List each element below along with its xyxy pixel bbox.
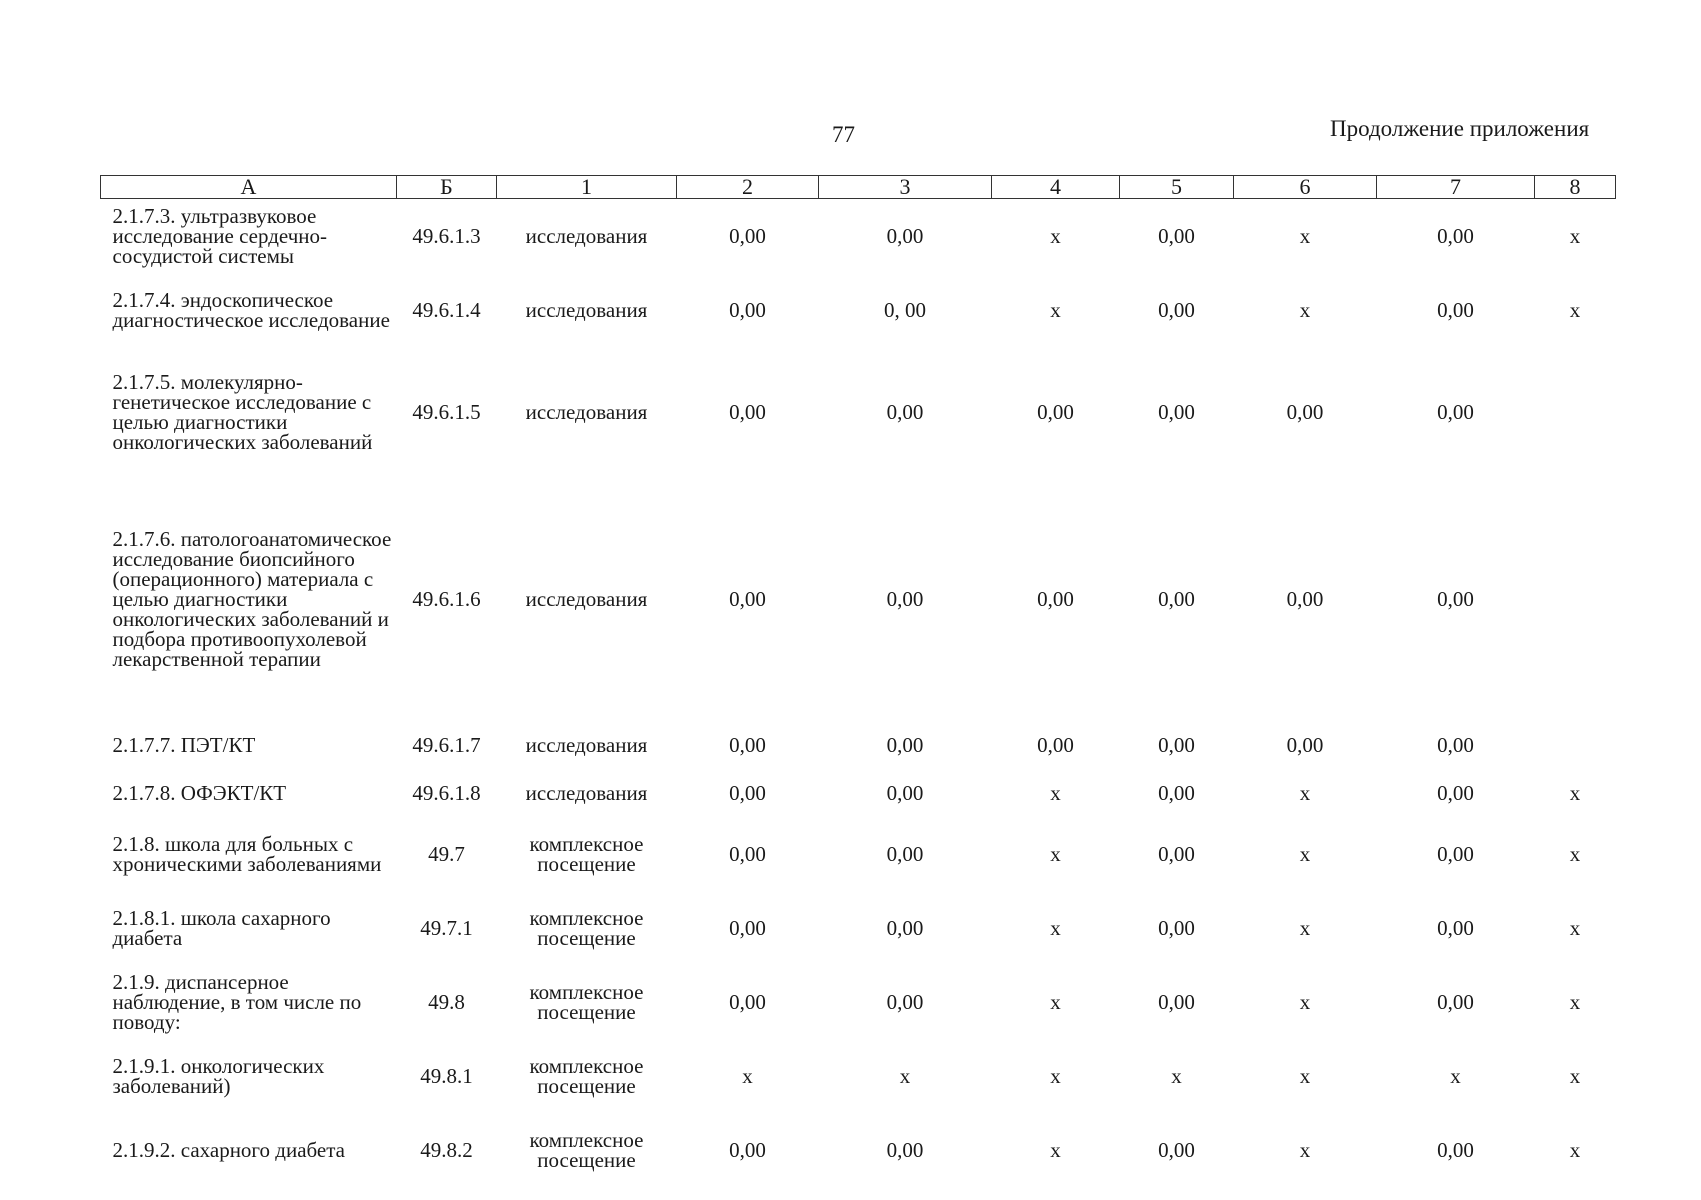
row-value-7: 0,00 xyxy=(1437,400,1474,424)
column-header: 6 xyxy=(1234,176,1377,199)
row-value-6: х xyxy=(1299,298,1311,322)
page-number: 77 xyxy=(832,122,855,147)
row-value-2: 0,00 xyxy=(729,400,766,424)
row-value-8: х xyxy=(1569,990,1581,1014)
row-name: 2.1.9.1. онкологических заболеваний) xyxy=(112,1054,325,1098)
row-value-6: х xyxy=(1299,1064,1311,1088)
row-value-6: х xyxy=(1299,224,1311,248)
column-header: А xyxy=(101,176,397,199)
row-value-6: х xyxy=(1299,781,1311,805)
row-value-7: 0,00 xyxy=(1437,298,1474,322)
row-value-5: 0,00 xyxy=(1158,298,1195,322)
row-code: 49.6.1.5 xyxy=(412,400,481,424)
row-value-8: х xyxy=(1569,1138,1581,1162)
row-value-4: х xyxy=(1050,1138,1061,1162)
row-value-5: 0,00 xyxy=(1158,587,1195,611)
row-code: 49.6.1.4 xyxy=(412,298,481,322)
row-code: 49.8 xyxy=(428,990,465,1014)
row-value-8: х xyxy=(1569,842,1581,866)
row-unit: исследования xyxy=(525,587,648,611)
table-row xyxy=(101,273,1616,347)
row-value-4: х xyxy=(1050,224,1061,248)
row-value-5: 0,00 xyxy=(1158,1138,1195,1162)
row-name: 2.1.7.8. ОФЭКТ/КТ xyxy=(112,781,287,805)
row-value-8: х xyxy=(1569,781,1581,805)
row-name: 2.1.8.1. школа сахарного диабета xyxy=(112,906,331,950)
data-table xyxy=(100,175,1616,1187)
row-value-8 xyxy=(1535,721,1616,769)
row-value-8: х xyxy=(1569,1064,1581,1088)
row-value-7: 0,00 xyxy=(1437,842,1474,866)
row-value-2: 0,00 xyxy=(729,1138,766,1162)
row-unit: исследования xyxy=(525,224,648,248)
row-name: 2.1.9.2. сахарного диабета xyxy=(112,1138,345,1162)
row-code: 49.8.2 xyxy=(420,1138,473,1162)
row-name: 2.1.9. диспансерное наблюдение, в том числе по поводу: xyxy=(112,970,362,1034)
row-unit: комплексное посещение xyxy=(529,832,644,876)
row-value-3: 0, 00 xyxy=(884,298,926,322)
table-row xyxy=(101,1039,1616,1113)
row-name: 2.1.7.7. ПЭТ/КТ xyxy=(112,733,256,757)
row-unit: комплексное посещение xyxy=(529,1054,644,1098)
row-value-8 xyxy=(1535,347,1616,477)
row-value-7: 0,00 xyxy=(1437,733,1474,757)
row-value-5: 0,00 xyxy=(1158,781,1195,805)
row-value-7: 0,00 xyxy=(1437,990,1474,1014)
table-row xyxy=(101,817,1616,891)
table-row xyxy=(101,769,1616,817)
row-value-4: х xyxy=(1050,916,1061,940)
row-value-6: х xyxy=(1299,916,1311,940)
table-row xyxy=(101,721,1616,769)
continuation-label: Продолжение приложения xyxy=(1330,116,1590,141)
row-value-3: х xyxy=(899,1064,911,1088)
row-value-4: х xyxy=(1050,842,1061,866)
row-value-5: 0,00 xyxy=(1158,842,1195,866)
row-name: 2.1.7.3. ультразвуковое исследование сердечно-сосудистой системы xyxy=(112,204,327,268)
row-name: 2.1.8. школа для больных с хроническими заболеваниями xyxy=(112,832,382,876)
row-unit: комплексное посещение xyxy=(529,980,644,1024)
table-row xyxy=(101,199,1616,274)
row-value-5: 0,00 xyxy=(1158,990,1195,1014)
row-value-3: 0,00 xyxy=(886,733,924,757)
row-code: 49.8.1 xyxy=(420,1064,473,1088)
column-header: Б xyxy=(397,176,497,199)
column-header: 4 xyxy=(992,176,1120,199)
row-value-3: 0,00 xyxy=(886,842,924,866)
table-header-row xyxy=(101,176,1616,199)
row-value-2: 0,00 xyxy=(729,916,766,940)
row-value-7: 0,00 xyxy=(1437,224,1474,248)
row-value-2: 0,00 xyxy=(729,298,766,322)
column-header: 5 xyxy=(1120,176,1234,199)
row-code: 49.6.1.3 xyxy=(412,224,481,248)
row-name: 2.1.7.6. патологоанатомическое исследование биопсийного (операционного) материала с целью диагностики онкологических заболеваний и подбора противоопухолевой лекарственной терапии xyxy=(112,527,392,671)
column-header: 2 xyxy=(677,176,819,199)
column-header: 1 xyxy=(497,176,677,199)
row-value-6: х xyxy=(1299,1138,1311,1162)
row-value-5: 0,00 xyxy=(1158,400,1195,424)
row-value-2: 0,00 xyxy=(729,990,766,1014)
row-value-2: 0,00 xyxy=(729,587,766,611)
row-value-6: 0,00 xyxy=(1286,733,1324,757)
row-name: 2.1.7.4. эндоскопическое диагностическое исследование xyxy=(112,288,390,332)
row-unit: исследования xyxy=(525,781,648,805)
row-code: 49.6.1.6 xyxy=(412,587,481,611)
row-name: 2.1.7.5. молекулярно-генетическое исследование с целью диагностики онкологических заболеваний xyxy=(112,370,373,454)
row-value-4: 0,00 xyxy=(1037,400,1074,424)
row-unit: комплексное посещение xyxy=(529,906,644,950)
row-value-7: х xyxy=(1450,1064,1461,1088)
row-value-3: 0,00 xyxy=(886,587,924,611)
row-value-3: 0,00 xyxy=(886,1138,924,1162)
row-code: 49.6.1.7 xyxy=(412,733,481,757)
row-value-5: 0,00 xyxy=(1158,733,1195,757)
row-value-4: х xyxy=(1050,990,1061,1014)
row-value-3: 0,00 xyxy=(886,781,924,805)
row-unit: комплексное посещение xyxy=(529,1128,644,1172)
row-value-6: х xyxy=(1299,990,1311,1014)
table-row xyxy=(101,891,1616,965)
row-value-4: 0,00 xyxy=(1037,587,1074,611)
row-value-8: х xyxy=(1569,298,1581,322)
row-value-3: 0,00 xyxy=(886,990,924,1014)
row-value-2: 0,00 xyxy=(729,842,766,866)
table-row xyxy=(101,347,1616,477)
row-value-2: 0,00 xyxy=(729,781,766,805)
row-value-5: 0,00 xyxy=(1158,224,1195,248)
column-header: 8 xyxy=(1535,176,1616,199)
row-unit: исследования xyxy=(525,298,648,322)
column-header: 3 xyxy=(819,176,992,199)
row-value-5: х xyxy=(1171,1064,1182,1088)
row-value-3: 0,00 xyxy=(886,916,924,940)
row-value-8: х xyxy=(1569,224,1581,248)
row-value-4: х xyxy=(1050,781,1061,805)
row-value-7: 0,00 xyxy=(1437,587,1474,611)
row-value-6: 0,00 xyxy=(1286,587,1324,611)
table-row xyxy=(101,1113,1616,1187)
row-value-7: 0,00 xyxy=(1437,1138,1474,1162)
row-code: 49.7.1 xyxy=(420,916,473,940)
row-value-6: х xyxy=(1299,842,1311,866)
row-code: 49.7 xyxy=(428,842,465,866)
row-value-6: 0,00 xyxy=(1286,400,1324,424)
column-header: 7 xyxy=(1377,176,1535,199)
row-value-7: 0,00 xyxy=(1437,916,1474,940)
row-value-2: х xyxy=(742,1064,753,1088)
table-row xyxy=(101,965,1616,1039)
row-value-4: х xyxy=(1050,298,1061,322)
row-value-3: 0,00 xyxy=(886,400,924,424)
row-value-7: 0,00 xyxy=(1437,781,1474,805)
table-row xyxy=(101,477,1616,721)
row-value-8 xyxy=(1535,477,1616,721)
row-code: 49.6.1.8 xyxy=(412,781,481,805)
row-value-4: х xyxy=(1050,1064,1061,1088)
row-value-5: 0,00 xyxy=(1158,916,1195,940)
row-value-8: х xyxy=(1569,916,1581,940)
row-value-2: 0,00 xyxy=(729,224,766,248)
row-value-3: 0,00 xyxy=(886,224,924,248)
row-value-2: 0,00 xyxy=(729,733,766,757)
row-unit: исследования xyxy=(525,733,648,757)
row-unit: исследования xyxy=(525,400,648,424)
row-value-4: 0,00 xyxy=(1037,733,1074,757)
